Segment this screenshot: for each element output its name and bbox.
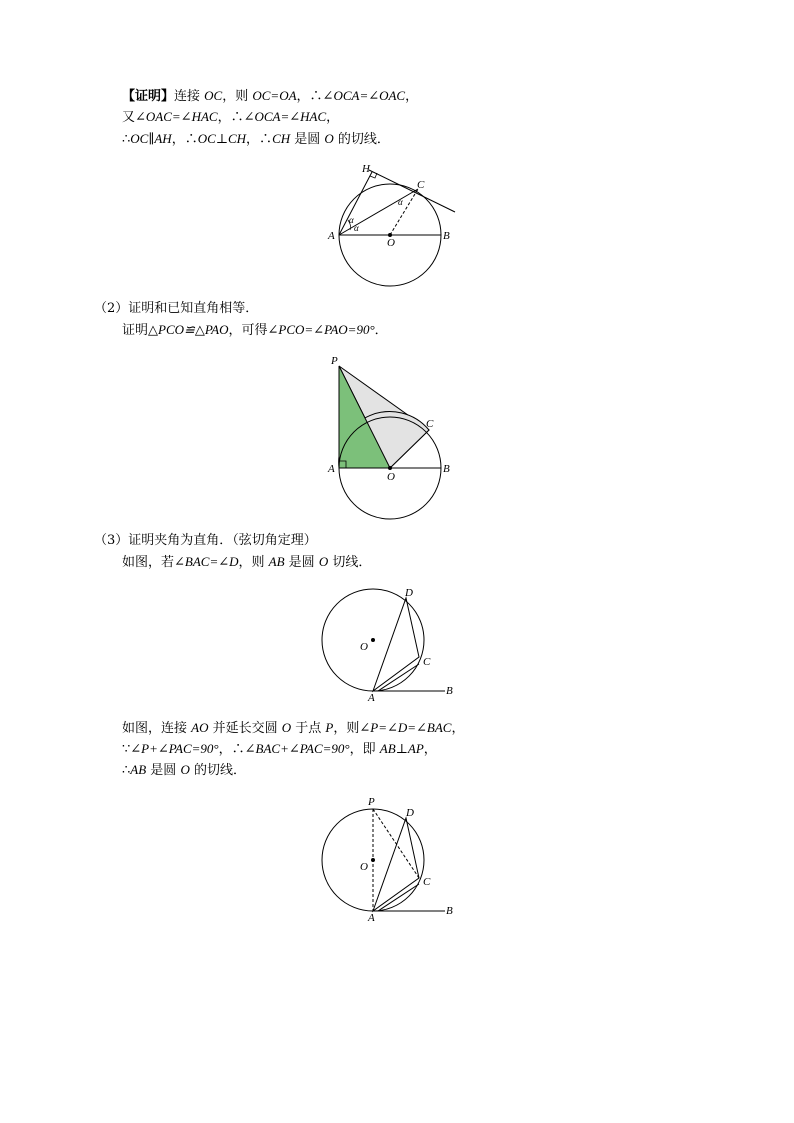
triangle-adc-2 <box>373 818 419 911</box>
label-b-2: B <box>443 463 450 475</box>
label-c-3: C <box>423 656 431 668</box>
label-h: H <box>362 163 370 175</box>
label-o: O <box>387 237 395 249</box>
label-b-4: B <box>446 905 453 917</box>
label-c-4: C <box>423 876 431 888</box>
label-c: C <box>417 179 425 191</box>
label-alpha-1: α <box>349 215 354 225</box>
label-alpha-2: α <box>354 223 359 233</box>
proof1-line1: 【证明】连接 OC，则 OC=OA，∴∠OCA=∠OAC， <box>122 88 419 104</box>
label-a-3: A <box>368 692 375 704</box>
segment-pc-dashed <box>373 809 419 878</box>
label-alpha-3: α <box>398 197 403 207</box>
label-c-2: C <box>426 418 434 430</box>
chord-ac-extra-2 <box>378 884 419 911</box>
label-p-2: P <box>368 796 375 808</box>
proof3-line2: 如图，连接 AO 并延长交圆 O 于点 P，则∠P=∠D=∠BAC， <box>122 720 465 736</box>
label-a-2: A <box>328 463 335 475</box>
label-a: A <box>328 230 335 242</box>
proof3-line4: ∴AB 是圆 O 的切线． <box>122 762 246 778</box>
label-d: D <box>405 587 413 599</box>
label-o-4: O <box>360 861 368 873</box>
proof3-line3: ∵∠P+∠PAC=90°，∴∠BAC+∠PAC=90°，即 AB⊥AP， <box>122 741 437 757</box>
proof1-line2: 又∠OAC=∠HAC，∴∠OCA=∠HAC， <box>122 109 340 125</box>
label-o-2: O <box>387 471 395 483</box>
part2-heading: （2）证明和已知直角相等． <box>94 301 259 316</box>
proof3-line1: 如图，若∠BAC=∠D，则 AB 是圆 O 切线． <box>122 554 372 570</box>
proof1-line3: ∴OC∥AH，∴OC⊥CH，∴CH 是圆 O 的切线． <box>122 131 390 147</box>
label-o-3: O <box>360 641 368 653</box>
label-d-2: D <box>406 807 414 819</box>
label-b-3: B <box>446 685 453 697</box>
proof-bracket-label: 【证明】 <box>122 89 175 104</box>
proof2-line1: 证明△PCO≌△PAO，可得∠PCO=∠PAO=90°． <box>122 322 388 338</box>
center-dot-o-4 <box>371 858 375 862</box>
label-a-4: A <box>368 912 375 924</box>
part3-heading: （3）证明夹角为直角．（弦切角定理） <box>94 533 317 548</box>
label-p: P <box>331 355 338 367</box>
label-b: B <box>443 230 450 242</box>
